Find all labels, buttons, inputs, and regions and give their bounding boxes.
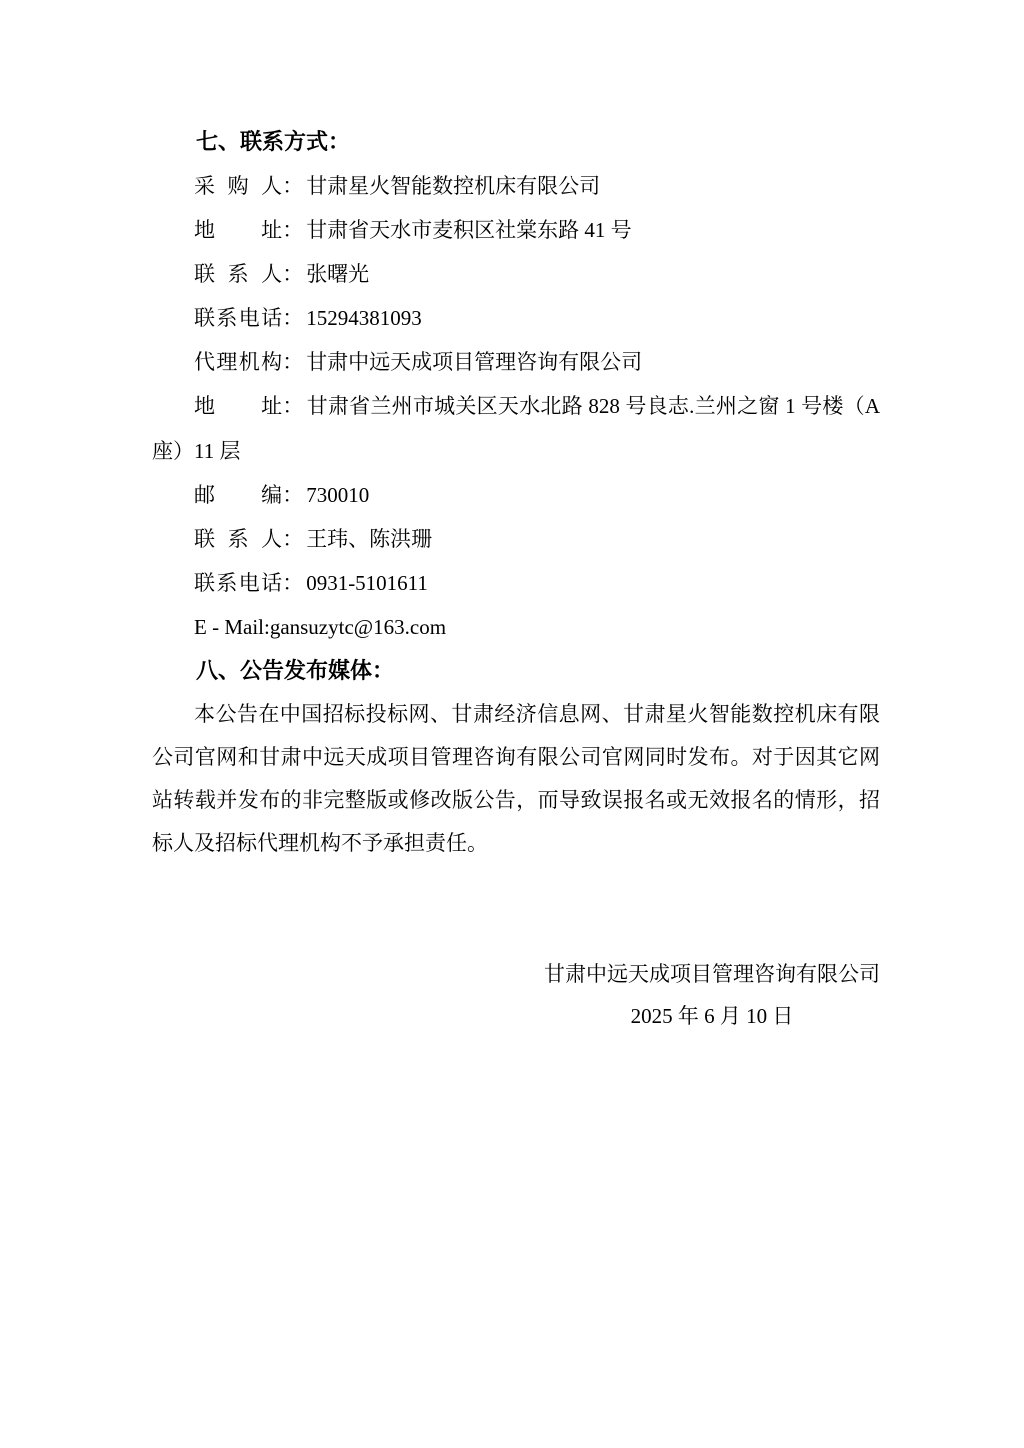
purchaser-phone: 15294381093 bbox=[306, 306, 422, 331]
agency-contact-row bbox=[152, 517, 880, 561]
purchaser-contact-row bbox=[152, 252, 880, 296]
label-colon: ： bbox=[282, 570, 304, 595]
label-colon: ： bbox=[282, 218, 304, 243]
signature-block bbox=[152, 953, 880, 1038]
label-colon: ： bbox=[282, 350, 304, 375]
purchaser-address: 甘肃省天水市麦积区社棠东路 41 号 bbox=[306, 218, 632, 243]
agency-phone: 0931-5101611 bbox=[306, 570, 428, 595]
field-label-postcode: 邮编 bbox=[194, 482, 283, 507]
field-label-phone: 联系电话 bbox=[194, 570, 283, 595]
agency-address: 甘肃省兰州市城关区天水北路 828 号良志.兰州之窗 1 号楼（A座）11 层 bbox=[152, 394, 880, 463]
signature-inner bbox=[544, 953, 880, 1037]
purchaser-address-row bbox=[152, 208, 880, 252]
purchaser-name: 甘肃星火智能数控机床有限公司 bbox=[306, 174, 601, 198]
purchaser-row bbox=[152, 164, 880, 208]
field-label-phone: 联系电话 bbox=[194, 306, 283, 331]
field-label-agency: 代理机构 bbox=[194, 350, 283, 375]
label-colon: ： bbox=[282, 262, 304, 287]
label-colon: ： bbox=[282, 526, 304, 551]
signature-date: 2025 年 6 月 10 日 bbox=[630, 1004, 794, 1029]
purchaser-phone-row bbox=[152, 296, 880, 340]
agency-email-line bbox=[152, 605, 880, 649]
agency-address-row bbox=[152, 384, 880, 472]
agency-postcode: 730010 bbox=[306, 482, 370, 507]
label-colon: ： bbox=[282, 394, 304, 419]
agency-contact-names: 王玮、陈洪珊 bbox=[306, 526, 433, 551]
label-colon: ： bbox=[282, 306, 304, 331]
agency-postcode-row bbox=[152, 473, 880, 517]
field-label-contact: 联系人 bbox=[194, 526, 283, 551]
section-8-heading: 八、公告发布媒体： bbox=[196, 658, 395, 684]
agency-name: 甘肃中远天成项目管理咨询有限公司 bbox=[306, 350, 643, 375]
purchaser-contact-name: 张曙光 bbox=[306, 262, 370, 287]
field-label-address: 地址 bbox=[194, 218, 283, 243]
announcement-media-paragraph: 本公告在中国招标投标网、甘肃经济信息网、甘肃星火智能数控机床有限公司官网和甘肃中远天成项目管理咨询有限公司官网同时发布。对于因其它网站转载并发布的非完整版或修改版公告，而导致误报名或无效报名的情形，招标人及招标代理机构不予承担责任。 bbox=[152, 702, 880, 856]
signature-company: 甘肃中远天成项目管理咨询有限公司 bbox=[544, 962, 880, 987]
field-label-purchaser: 采购人 bbox=[194, 174, 283, 198]
agency-row bbox=[152, 340, 880, 384]
agency-phone-row bbox=[152, 561, 880, 605]
agency-email: E - Mail:gansuzytc@163.com bbox=[194, 614, 447, 639]
label-colon: ： bbox=[282, 482, 304, 507]
field-label-address: 地址 bbox=[194, 394, 283, 419]
section-7-heading: 七、联系方式： bbox=[196, 129, 351, 154]
field-label-contact: 联系人 bbox=[194, 262, 283, 287]
label-colon: ： bbox=[282, 174, 304, 198]
